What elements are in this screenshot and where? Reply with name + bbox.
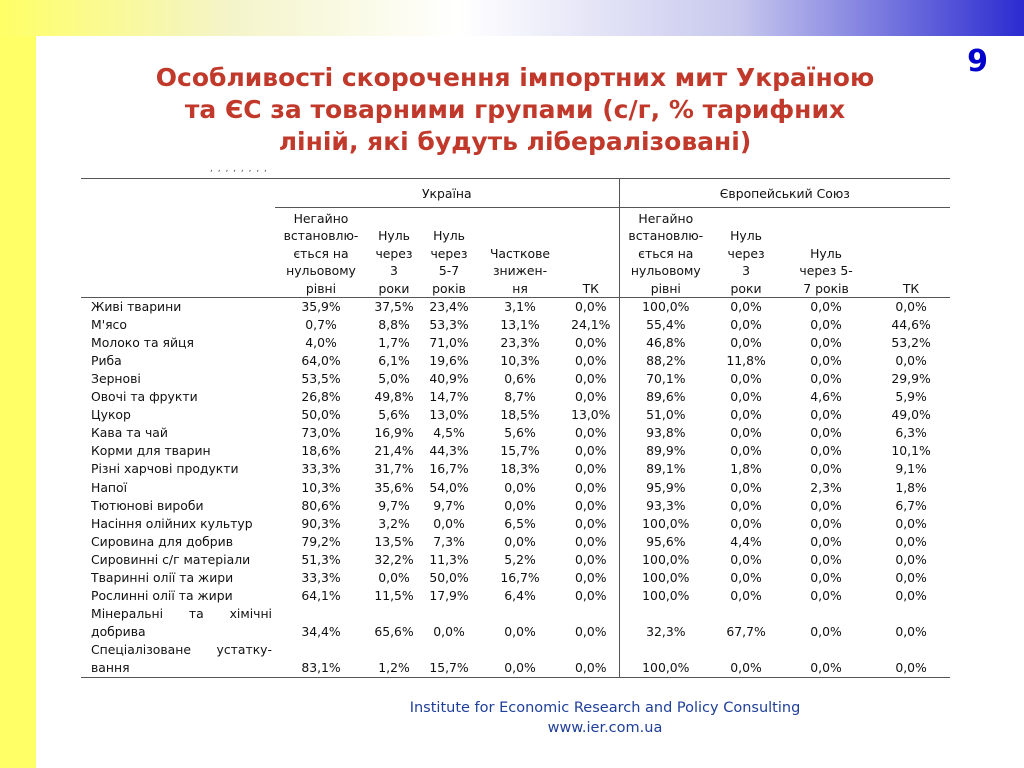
table-row [81, 388, 950, 406]
ukraine-value-cell: 10,3% [301, 479, 341, 495]
ukraine-value-cell: 23,3% [500, 335, 540, 351]
eu-value-cell: 0,0% [730, 389, 762, 405]
row-label: М'ясо [91, 317, 127, 333]
row-label: Риба [91, 353, 122, 369]
ukraine-value-cell: 16,7% [500, 569, 540, 585]
column-header-row [81, 208, 950, 298]
ukraine-value-cell: 0,0% [504, 533, 536, 549]
ukraine-value-cell: 21,4% [374, 443, 414, 459]
ukraine-value-cell: 40,9% [429, 371, 469, 387]
ukraine-value-cell: 0,0% [504, 497, 536, 513]
ukraine-value-cell: 32,2% [374, 551, 414, 567]
ukraine-value-cell: 49,8% [374, 389, 414, 405]
ukraine-value-cell: 0,0% [433, 515, 465, 531]
ukraine-value-cell: 0,0% [575, 353, 607, 369]
table-row [81, 370, 950, 388]
table-row [81, 316, 950, 334]
eu-value-cell: 1,8% [895, 479, 927, 495]
row-label: Сировинні с/г матеріали [91, 551, 251, 567]
ukraine-value-cell: 0,0% [378, 569, 410, 585]
eu-value-cell: 0,0% [810, 587, 842, 603]
eu-value-cell: 46,8% [619, 334, 712, 352]
table-row [81, 605, 950, 641]
header-line: ється на [638, 245, 694, 261]
eu-value-cell: 100,0% [619, 587, 712, 605]
header-line: ТК [582, 280, 599, 296]
header-line: Нуль [378, 228, 410, 244]
ukraine-value-cell: 64,0% [301, 353, 341, 369]
eu-value-cell: 0,0% [810, 569, 842, 585]
table-row [81, 479, 950, 497]
ukraine-value-cell: 18,5% [500, 407, 540, 423]
ukraine-value-cell: 17,9% [429, 587, 469, 603]
ukraine-value-cell: 53,5% [301, 371, 341, 387]
eu-value-cell: 0,0% [810, 407, 842, 423]
table-row [81, 352, 950, 370]
eu-value-cell: 0,0% [810, 335, 842, 351]
ukraine-value-cell: 13,1% [500, 317, 540, 333]
ukraine-value-cell: 44,3% [429, 443, 469, 459]
eu-value-cell: 32,3% [619, 605, 712, 641]
table-row [81, 406, 950, 424]
ukraine-value-cell: 4,5% [433, 425, 465, 441]
ukraine-value-cell: 24,1% [571, 317, 611, 333]
ukraine-value-cell: 0,0% [575, 389, 607, 405]
row-label: Зернові [91, 371, 141, 387]
table-row [81, 587, 950, 605]
eu-value-cell: 0,0% [810, 497, 842, 513]
eu-value-cell: 0,0% [730, 569, 762, 585]
eu-value-cell: 0,0% [730, 299, 762, 315]
header-line: Часткове [489, 245, 551, 261]
ukraine-value-cell: 6,4% [504, 587, 536, 603]
ukraine-value-cell: 0,0% [575, 371, 607, 387]
eu-value-cell: 93,3% [619, 497, 712, 515]
eu-value-cell: 10,1% [891, 443, 931, 459]
eu-value-cell: 0,0% [780, 641, 872, 678]
eu-value-cell: 0,0% [810, 533, 842, 549]
ukraine-value-cell: 50,0% [301, 407, 341, 423]
ukraine-value-cell: 71,0% [429, 335, 469, 351]
table-row [81, 569, 950, 587]
top-gradient-bar [0, 0, 1024, 36]
slide-title [90, 62, 940, 158]
header-line: рівні [650, 280, 681, 296]
row-label: Рослинні олії та жири [91, 587, 233, 603]
header-line: Нуль [433, 228, 465, 244]
header-line: роки [378, 280, 410, 296]
footer-website: www.ier.com.ua [547, 720, 663, 736]
ukraine-value-cell: 13,0% [429, 407, 469, 423]
header-line: Негайно [638, 211, 694, 226]
ukraine-value-cell: 5,0% [378, 371, 410, 387]
eu-value-cell: 0,0% [895, 353, 927, 369]
eu-value-cell: 53,2% [891, 335, 931, 351]
row-label: Тютюнові вироби [91, 497, 204, 513]
ukraine-value-cell: 16,7% [429, 461, 469, 477]
eu-value-cell: 0,0% [895, 623, 927, 639]
table-body [81, 298, 950, 678]
ukraine-value-cell: 0,7% [305, 317, 337, 333]
eu-value-cell: 49,0% [891, 407, 931, 423]
header-line: 5-7 [438, 263, 460, 279]
ukraine-value-cell: 1,7% [378, 335, 410, 351]
ukraine-value-cell: 8,7% [504, 389, 536, 405]
ukraine-column-header-2 [367, 208, 421, 298]
eu-value-cell: 6,7% [895, 497, 927, 513]
eu-value-cell: 89,6% [619, 388, 712, 406]
ukraine-value-cell: 26,8% [301, 389, 341, 405]
table-row [81, 298, 950, 317]
title-line: та ЄС за товарними групами (с/г, % тарифних [184, 95, 846, 124]
ukraine-value-cell: 54,0% [429, 479, 469, 495]
ukraine-value-cell: 0,0% [477, 641, 563, 678]
eu-value-cell: 5,9% [895, 389, 927, 405]
ukraine-value-cell: 34,4% [301, 623, 341, 639]
eu-value-cell: 4,6% [810, 389, 842, 405]
eu-value-cell: 0,0% [810, 551, 842, 567]
ukraine-value-cell: 0,0% [575, 587, 607, 603]
title-line: Особливості скорочення імпортних мит Україною [155, 63, 875, 92]
title-line: ліній, які будуть лібералізовані) [278, 127, 752, 156]
eu-value-cell: 44,6% [891, 317, 931, 333]
header-line: 3 [742, 263, 750, 279]
ukraine-value-cell: 0,0% [575, 497, 607, 513]
header-line: Нуль [730, 228, 762, 244]
group-ukraine: Україна [275, 179, 619, 208]
row-label: Мінеральні та хімічні добрива [91, 605, 272, 639]
eu-value-cell: 70,1% [619, 370, 712, 388]
ukraine-value-cell: 1,2% [367, 641, 421, 678]
ukraine-value-cell: 8,8% [378, 317, 410, 333]
eu-value-cell: 1,8% [730, 461, 762, 477]
eu-value-cell: 95,6% [619, 533, 712, 551]
eu-value-cell: 0,0% [895, 551, 927, 567]
row-label: Живі тварини [91, 299, 182, 315]
eu-value-cell: 0,0% [730, 587, 762, 603]
table-row [81, 334, 950, 352]
ukraine-value-cell: 13,0% [571, 407, 611, 423]
eu-value-cell: 0,0% [730, 317, 762, 333]
ukraine-value-cell: 0,6% [504, 371, 536, 387]
ukraine-value-cell: 18,6% [301, 443, 341, 459]
eu-value-cell: 0,0% [810, 317, 842, 333]
row-label: Різні харчові продукти [91, 461, 239, 477]
eu-value-cell: 0,0% [730, 497, 762, 513]
ukraine-value-cell: 51,3% [301, 551, 341, 567]
eu-value-cell: 0,0% [730, 335, 762, 351]
eu-value-cell: 0,0% [895, 515, 927, 531]
row-label: Сировина для добрив [91, 533, 234, 549]
eu-value-cell: 89,9% [619, 442, 712, 460]
ukraine-value-cell: 0,0% [563, 641, 619, 678]
left-accent-bar [0, 0, 36, 768]
ukraine-value-cell: 0,0% [575, 533, 607, 549]
eu-value-cell: 0,0% [810, 443, 842, 459]
eu-column-header-3 [780, 208, 872, 298]
label-column-header [81, 208, 275, 298]
eu-value-cell: 0,0% [895, 299, 927, 315]
ukraine-value-cell: 0,0% [575, 335, 607, 351]
ukraine-value-cell: 9,7% [433, 497, 465, 513]
header-line: років [432, 280, 466, 296]
header-line: нульовому [286, 263, 356, 279]
ukraine-value-cell: 15,7% [500, 443, 540, 459]
ukraine-value-cell: 50,0% [429, 569, 469, 585]
cropped-header-fragment: , , , , , , , , [210, 164, 268, 174]
header-line: роки [730, 280, 762, 296]
eu-value-cell: 100,0% [619, 515, 712, 533]
tariff-table [81, 178, 950, 678]
ukraine-value-cell: 64,1% [301, 587, 341, 603]
table-row [81, 533, 950, 551]
empty-corner-cell [81, 179, 275, 208]
eu-value-cell: 0,0% [730, 425, 762, 441]
ukraine-value-cell: 23,4% [429, 299, 469, 315]
eu-value-cell: 100,0% [619, 569, 712, 587]
ukraine-value-cell: 35,6% [374, 479, 414, 495]
table-row [81, 424, 950, 442]
eu-value-cell: 0,0% [730, 551, 762, 567]
header-line: через [375, 245, 413, 261]
eu-value-cell: 0,0% [895, 569, 927, 585]
ukraine-value-cell: 0,0% [575, 551, 607, 567]
ukraine-value-cell: 0,0% [575, 569, 607, 585]
header-line: знижен- [492, 263, 548, 279]
header-line: ТК [902, 280, 920, 296]
table-row [81, 641, 950, 678]
eu-value-cell: 0,0% [810, 461, 842, 477]
header-line: Негайно [293, 211, 349, 226]
ukraine-value-cell: 53,3% [429, 317, 469, 333]
table-row [81, 442, 950, 460]
eu-value-cell: 88,2% [619, 352, 712, 370]
group-eu: Європейський Союз [619, 179, 950, 208]
ukraine-value-cell: 0,0% [575, 299, 607, 315]
row-label: Тваринні олії та жири [91, 569, 234, 585]
eu-value-cell: 100,0% [619, 298, 712, 317]
eu-value-cell: 0,0% [872, 641, 950, 678]
group-header-row [81, 179, 950, 208]
eu-value-cell: 0,0% [730, 515, 762, 531]
ukraine-column-header-4 [477, 208, 563, 298]
ukraine-value-cell: 65,6% [374, 623, 414, 639]
ukraine-value-cell: 80,6% [301, 497, 341, 513]
header-line: нульовому [630, 263, 701, 279]
ukraine-value-cell: 10,3% [500, 353, 540, 369]
ukraine-value-cell: 0,0% [575, 515, 607, 531]
ukraine-value-cell: 0,0% [575, 461, 607, 477]
ukraine-value-cell: 7,3% [433, 533, 465, 549]
eu-value-cell: 100,0% [619, 641, 712, 678]
ukraine-value-cell: 0,0% [575, 425, 607, 441]
ukraine-value-cell: 35,9% [301, 299, 341, 315]
ukraine-value-cell: 11,5% [374, 587, 414, 603]
row-label: Молоко та яйця [91, 335, 194, 351]
ukraine-value-cell: 0,0% [575, 443, 607, 459]
ukraine-value-cell: 13,5% [374, 533, 414, 549]
ukraine-value-cell: 33,3% [301, 569, 341, 585]
table-row [81, 551, 950, 569]
ukraine-value-cell: 0,0% [433, 623, 465, 639]
header-line: рівні [305, 280, 337, 296]
eu-column-header-1 [619, 208, 712, 298]
eu-column-header-4 [872, 208, 950, 298]
ukraine-value-cell: 18,3% [500, 461, 540, 477]
eu-value-cell: 0,0% [810, 299, 842, 315]
eu-value-cell: 11,8% [726, 353, 766, 369]
ukraine-value-cell: 0,0% [575, 479, 607, 495]
header-line: через 5- [799, 263, 853, 279]
ukraine-value-cell: 0,0% [575, 623, 607, 639]
row-label: Кава та чай [91, 425, 168, 441]
row-label: Овочі та фрукти [91, 389, 198, 405]
ukraine-value-cell: 37,5% [374, 299, 414, 315]
eu-value-cell: 4,4% [730, 533, 762, 549]
eu-value-cell: 95,9% [619, 479, 712, 497]
ukraine-value-cell: 9,7% [378, 497, 410, 513]
row-label: Насіння олійних культур [91, 515, 253, 531]
eu-value-cell: 0,0% [810, 515, 842, 531]
eu-value-cell: 0,0% [810, 425, 842, 441]
row-label: Корми для тварин [91, 443, 211, 459]
eu-value-cell: 0,0% [895, 533, 927, 549]
eu-column-header-2 [712, 208, 780, 298]
eu-value-cell: 0,0% [712, 641, 780, 678]
row-label: Напої [91, 479, 128, 495]
header-line: через [727, 245, 765, 261]
eu-value-cell: 55,4% [619, 316, 712, 334]
eu-value-cell: 9,1% [895, 461, 927, 477]
table-row [81, 497, 950, 515]
eu-value-cell: 100,0% [619, 551, 712, 569]
ukraine-value-cell: 0,0% [504, 623, 536, 639]
footer-institute: Institute for Economic Research and Policy Consulting [409, 700, 801, 716]
row-label: Спеціалізоване устатку- вання [81, 641, 275, 678]
ukraine-value-cell: 16,9% [374, 425, 414, 441]
eu-value-cell: 0,0% [730, 443, 762, 459]
header-line: через [430, 245, 468, 261]
eu-value-cell: 0,0% [810, 371, 842, 387]
table-row [81, 460, 950, 478]
header-line: ня [512, 280, 528, 296]
ukraine-value-cell: 4,0% [305, 335, 337, 351]
eu-value-cell: 0,0% [730, 479, 762, 495]
header-line: встановлю- [628, 228, 704, 244]
ukraine-value-cell: 0,0% [504, 479, 536, 495]
eu-value-cell: 67,7% [726, 623, 766, 639]
eu-value-cell: 2,3% [810, 479, 842, 495]
ukraine-value-cell: 5,6% [504, 425, 536, 441]
header-line: 3 [390, 263, 398, 279]
header-line: встановлю- [283, 228, 359, 244]
ukraine-value-cell: 3,1% [504, 299, 536, 315]
ukraine-value-cell: 79,2% [301, 533, 341, 549]
ukraine-value-cell: 83,1% [275, 641, 367, 678]
ukraine-column-header-5 [563, 208, 619, 298]
eu-value-cell: 0,0% [895, 587, 927, 603]
eu-value-cell: 93,8% [619, 424, 712, 442]
eu-value-cell: 0,0% [810, 623, 842, 639]
eu-value-cell: 89,1% [619, 460, 712, 478]
eu-value-cell: 0,0% [730, 371, 762, 387]
ukraine-value-cell: 5,6% [378, 407, 410, 423]
ukraine-column-header-1 [275, 208, 367, 298]
footer [330, 698, 880, 738]
ukraine-column-header-3 [421, 208, 477, 298]
ukraine-value-cell: 6,5% [504, 515, 536, 531]
ukraine-value-cell: 6,1% [378, 353, 410, 369]
eu-value-cell: 0,0% [730, 407, 762, 423]
eu-value-cell: 51,0% [619, 406, 712, 424]
table-row [81, 515, 950, 533]
slide-number: 9 [967, 44, 988, 79]
ukraine-value-cell: 15,7% [421, 641, 477, 678]
eu-value-cell: 0,0% [810, 353, 842, 369]
ukraine-value-cell: 3,2% [378, 515, 410, 531]
header-line: Нуль [810, 245, 842, 261]
ukraine-value-cell: 19,6% [429, 353, 469, 369]
eu-value-cell: 29,9% [891, 371, 931, 387]
row-label: Цукор [91, 407, 131, 423]
ukraine-value-cell: 31,7% [374, 461, 414, 477]
eu-value-cell: 6,3% [895, 425, 927, 441]
ukraine-value-cell: 33,3% [301, 461, 341, 477]
header-line: ється на [293, 245, 349, 261]
ukraine-value-cell: 73,0% [301, 425, 341, 441]
ukraine-value-cell: 5,2% [504, 551, 536, 567]
ukraine-value-cell: 11,3% [429, 551, 469, 567]
ukraine-value-cell: 14,7% [429, 389, 469, 405]
header-line: 7 років [803, 280, 849, 296]
ukraine-value-cell: 90,3% [301, 515, 341, 531]
